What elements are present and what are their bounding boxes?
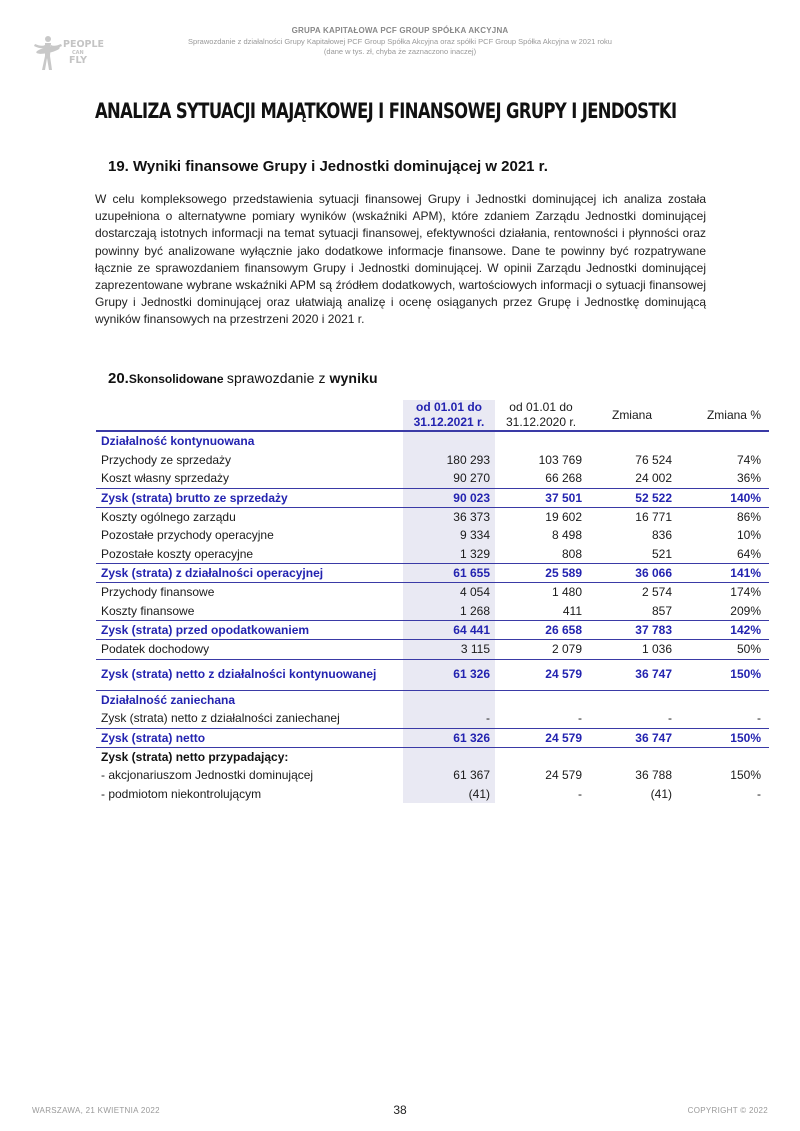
header-change-pct: Zmiana %	[677, 400, 769, 431]
value-change: -	[668, 711, 672, 726]
row-label: Zysk (strata) z działalności operacyjnej	[96, 564, 403, 583]
value-change-pct: 86%	[736, 509, 761, 524]
table-row	[96, 583, 769, 602]
value-2021: 61 326	[403, 728, 495, 747]
value-2020	[495, 690, 587, 709]
row-label: Zysk (strata) przed opodatkowaniem	[96, 621, 403, 640]
value-2021: 61 367	[403, 766, 495, 785]
value-change-pct: 150%	[730, 768, 761, 783]
value-change: 36 788	[635, 768, 672, 783]
main-title: ANALIZA SYTUACJI MAJĄTKOWEJ I FINANSOWEJ GRUPY I JENDOSTKI	[95, 99, 677, 123]
value-2020: 25 589	[495, 564, 587, 583]
table-row	[96, 690, 769, 709]
value-2020	[495, 431, 587, 451]
value-2020: 24 579	[545, 768, 582, 783]
table-header-row	[96, 400, 769, 431]
section-20-title-part1: Skonsolidowane	[128, 372, 227, 386]
logo-text-people: PEOPLE	[63, 39, 105, 50]
table-row	[96, 526, 769, 545]
row-label: Zysk (strata) netto	[96, 728, 403, 747]
row-label: - podmiotom niekontrolującym	[101, 786, 262, 801]
header-units-note: (dane w tys. zł, chyba że zaznaczono inaczej)	[323, 47, 477, 56]
value-change: 36 747	[587, 728, 677, 747]
value-change-pct	[677, 747, 769, 766]
value-2020: -	[578, 786, 582, 801]
table-row	[96, 640, 769, 660]
value-2021: 61 655	[403, 564, 495, 583]
value-change-pct: 209%	[730, 603, 761, 618]
value-change: 2 574	[641, 585, 672, 600]
value-2021	[403, 747, 495, 766]
table-row	[96, 766, 769, 785]
header-period-2021: od 01.01 do 31.12.2021 r.	[403, 400, 495, 431]
value-change-pct: 142%	[677, 621, 769, 640]
value-2021: 64 441	[403, 621, 495, 640]
value-change-pct: 74%	[736, 452, 761, 467]
value-2021: 90 270	[403, 469, 495, 488]
row-label: Pozostałe koszty operacyjne	[101, 546, 254, 561]
value-2020: 808	[561, 546, 582, 561]
value-2020: 26 658	[495, 621, 587, 640]
logo-text-can: CAN	[72, 50, 84, 56]
row-label: Koszty finansowe	[101, 603, 195, 618]
value-2020: 66 268	[545, 471, 582, 486]
row-label: Koszt własny sprzedaży	[101, 471, 230, 486]
header-company: GRUPA KAPITAŁOWA PCF GROUP SPÓŁKA AKCYJNA	[291, 26, 509, 35]
value-change: 836	[651, 528, 672, 543]
value-change-pct: 50%	[736, 642, 761, 657]
table-row	[96, 564, 769, 583]
value-2021: 61 326	[403, 659, 495, 690]
table-row	[96, 659, 769, 690]
value-2021: -	[403, 709, 495, 728]
logo-text-fly: FLY	[69, 55, 87, 66]
section-20-title-part2	[227, 370, 378, 386]
income-statement-table	[96, 400, 769, 803]
table-row	[96, 728, 769, 747]
row-label: Zysk (strata) netto z działalności zaniechanej	[101, 711, 340, 726]
page-number: 38	[393, 1103, 407, 1117]
table-row	[96, 431, 769, 451]
value-change: 24 002	[635, 471, 672, 486]
value-change-pct: -	[757, 711, 761, 726]
table-row	[96, 469, 769, 488]
value-2021	[403, 431, 495, 451]
header-period-2020: od 01.01 do 31.12.2020 r.	[495, 400, 587, 431]
value-2020: 8 498	[551, 528, 582, 543]
value-2020: -	[578, 711, 582, 726]
value-2020: 2 079	[551, 642, 582, 657]
value-change-pct: 141%	[677, 564, 769, 583]
value-2021: 9 334	[403, 526, 495, 545]
value-2021: 36 373	[403, 507, 495, 526]
value-2021: (41)	[403, 785, 495, 804]
header-report-title: Sprawozdanie z działalności Grupy Kapitałowej PCF Group Spółka Akcyjna oraz spółki PCF Group Spółka Akcyjna w 2021 roku	[188, 37, 612, 46]
value-change: (41)	[650, 786, 672, 801]
value-change-pct: 64%	[736, 546, 761, 561]
value-change: 76 524	[635, 452, 672, 467]
row-label: Pozostałe przychody operacyjne	[101, 528, 274, 543]
value-change	[587, 690, 677, 709]
value-change: 36 066	[587, 564, 677, 583]
value-2021: 180 293	[403, 451, 495, 470]
section-19-title: 19. Wyniki finansowe Grupy i Jednostki dominującej w 2021 r.	[108, 158, 548, 175]
value-2021: 1 329	[403, 545, 495, 564]
value-change: 857	[651, 603, 672, 618]
table-row	[96, 488, 769, 507]
value-change-pct: 174%	[730, 585, 761, 600]
value-2020: 1 480	[551, 585, 582, 600]
value-change-pct: 10%	[736, 528, 761, 543]
row-label: Działalność kontynuowana	[101, 434, 255, 449]
row-label: Podatek dochodowy	[101, 642, 210, 657]
value-change: 521	[651, 546, 672, 561]
value-2021: 1 268	[403, 602, 495, 621]
value-2021: 90 023	[403, 488, 495, 507]
table-row	[96, 709, 769, 728]
table-row	[96, 602, 769, 621]
value-2021	[403, 690, 495, 709]
row-label: Koszty ogólnego zarządu	[101, 509, 236, 524]
value-2021: 3 115	[403, 640, 495, 660]
value-change-pct: 36%	[736, 471, 761, 486]
footer-location-date: WARSZAWA, 21 KWIETNIA 2022	[32, 1106, 160, 1115]
row-label: Działalność zaniechana	[101, 692, 236, 707]
table-row	[96, 545, 769, 564]
row-label: Zysk (strata) brutto ze sprzedaży	[96, 488, 403, 507]
row-label: Przychody ze sprzedaży	[101, 452, 232, 467]
section-20-number: 20.	[108, 370, 129, 387]
value-change: 37 783	[587, 621, 677, 640]
section-20-title	[108, 370, 378, 387]
table-row	[96, 507, 769, 526]
value-change	[587, 747, 677, 766]
value-2020: 24 579	[495, 659, 587, 690]
value-change: 16 771	[635, 509, 672, 524]
value-change: 36 747	[587, 659, 677, 690]
value-change-pct: 140%	[677, 488, 769, 507]
value-2020: 411	[562, 603, 582, 618]
value-change-pct	[677, 690, 769, 709]
value-change	[587, 431, 677, 451]
table-row	[96, 451, 769, 470]
row-label: - akcjonariuszom Jednostki dominującej	[101, 768, 314, 783]
row-label: Zysk (strata) netto z działalności kontynuowanej	[96, 659, 403, 690]
section-20-title-part2a: sprawozdanie z	[226, 370, 330, 386]
section-19-paragraph: W celu kompleksowego przedstawienia sytuacji finansowej Grupy i Jednostki dominującej ich analiza została uzupełniona o alternatywne pomiary wyników (wskaźniki APM), które zdaniem Zarządu Jednostki dominującej dostarczają istotnych informacji na temat sytuacji finansowej, efektywności działania, rentowności i płynności oraz powinny być analizowane wyłącznie jako dodatkowe informacje finansowe. Dane te powinny być rozpatrywane łącznie ze sprawozdaniem finansowym Grupy i Jednostki dominującej. W opinii Zarządu Jednostki dominującej zaprezentowane wybrane wskaźniki APM są źródłem dodatkowych, wartościowych informacji o sytuacji finansowej Grupy i Jednostki dominującej oraz ułatwiają analizę i ocenę osiąganych przez Grupę i Jednostkę dominującą wyników finansowych na przestrzeni 2020 i 2021 r.	[95, 192, 706, 327]
value-2020	[495, 747, 587, 766]
value-change: 52 522	[587, 488, 677, 507]
table-row	[96, 747, 769, 766]
header-label	[96, 400, 403, 431]
row-label: Przychody finansowe	[101, 585, 215, 600]
value-2020: 24 579	[495, 728, 587, 747]
header-change: Zmiana	[587, 400, 677, 431]
value-change: 1 036	[641, 642, 672, 657]
section-20-title-part2b: wyniku	[329, 370, 378, 386]
table-row	[96, 785, 769, 804]
table-row	[96, 621, 769, 640]
footer-copyright: COPYRIGHT © 2022	[687, 1106, 768, 1115]
value-change-pct: -	[757, 786, 761, 801]
value-change-pct	[677, 431, 769, 451]
row-label: Zysk (strata) netto przypadający:	[101, 749, 289, 764]
value-2021: 4 054	[403, 583, 495, 602]
value-change-pct: 150%	[677, 728, 769, 747]
page-header	[0, 26, 800, 56]
value-2020: 19 602	[545, 509, 582, 524]
value-2020: 37 501	[495, 488, 587, 507]
value-change-pct: 150%	[677, 659, 769, 690]
value-2020: 103 769	[538, 452, 582, 467]
